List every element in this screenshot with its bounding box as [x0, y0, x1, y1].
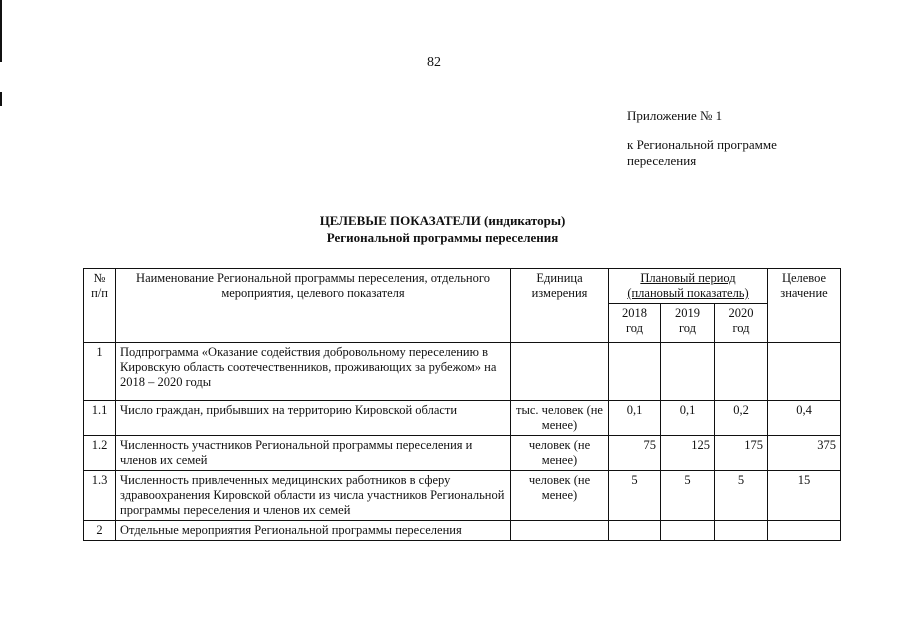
table-row [84, 521, 841, 541]
header-year-2018: 2018 год [609, 304, 661, 343]
table-row [84, 436, 841, 471]
header-num: № п/п [84, 269, 116, 343]
title-line-2: Региональной программы переселения [326, 230, 559, 245]
appendix-line-2: к Региональной программе [627, 137, 777, 152]
row-2018 [609, 521, 661, 541]
row-2020 [715, 521, 768, 541]
indicators-table [83, 268, 841, 541]
row-2018 [609, 343, 661, 401]
row-2018: 5 [609, 471, 661, 521]
table-row [84, 401, 841, 436]
row-unit: человек (не менее) [511, 436, 609, 471]
row-num: 1.3 [84, 471, 116, 521]
row-unit [511, 521, 609, 541]
row-2020: 175 [715, 436, 768, 471]
table-row [84, 343, 841, 401]
scan-edge-mark-top [0, 0, 2, 62]
row-name: Подпрограмма «Оказание содействия добровольному переселению в Кировскую область соотечественников, проживающих за рубежом» на 2018 – 2020 годы [116, 343, 511, 401]
scan-edge-mark-bottom [0, 92, 2, 106]
document-title [0, 212, 885, 246]
row-2019 [661, 343, 715, 401]
header-name: Наименование Региональной программы переселения, отдельного мероприятия, целевого показателя [116, 269, 511, 343]
row-2019: 125 [661, 436, 715, 471]
row-2018: 0,1 [609, 401, 661, 436]
row-unit [511, 343, 609, 401]
row-2020: 0,2 [715, 401, 768, 436]
row-2020 [715, 343, 768, 401]
row-unit: тыс. человек (не менее) [511, 401, 609, 436]
page-number: 82 [427, 55, 441, 70]
row-target: 15 [768, 471, 841, 521]
header-planned-period: Плановый период (плановый показатель) [609, 269, 768, 304]
header-year-2020: 2020 год [715, 304, 768, 343]
row-2019: 0,1 [661, 401, 715, 436]
row-name: Число граждан, прибывших на территорию Кировской области [116, 401, 511, 436]
row-2020: 5 [715, 471, 768, 521]
row-num: 1.2 [84, 436, 116, 471]
table-header-row [84, 269, 841, 304]
row-target [768, 343, 841, 401]
title-line-1: ЦЕЛЕВЫЕ ПОКАЗАТЕЛИ (индикаторы) [319, 213, 566, 228]
header-target: Целевое значение [768, 269, 841, 343]
header-year-2019: 2019 год [661, 304, 715, 343]
row-name: Численность участников Региональной программы переселения и членов их семей [116, 436, 511, 471]
row-2019 [661, 521, 715, 541]
row-num: 1 [84, 343, 116, 401]
row-name: Численность привлеченных медицинских работников в сферу здравоохранения Кировской области из числа участников Региональной программы переселения и членов их семей [116, 471, 511, 521]
row-unit: человек (не менее) [511, 471, 609, 521]
row-name: Отдельные мероприятия Региональной программы переселения [116, 521, 511, 541]
table-row [84, 471, 841, 521]
row-2019: 5 [661, 471, 715, 521]
row-2018: 75 [609, 436, 661, 471]
appendix-note [627, 108, 777, 169]
appendix-line-3: переселения [627, 153, 697, 168]
header-unit: Единица измерения [511, 269, 609, 343]
row-target: 375 [768, 436, 841, 471]
row-target: 0,4 [768, 401, 841, 436]
row-target [768, 521, 841, 541]
appendix-line-1: Приложение № 1 [627, 108, 723, 123]
row-num: 2 [84, 521, 116, 541]
row-num: 1.1 [84, 401, 116, 436]
